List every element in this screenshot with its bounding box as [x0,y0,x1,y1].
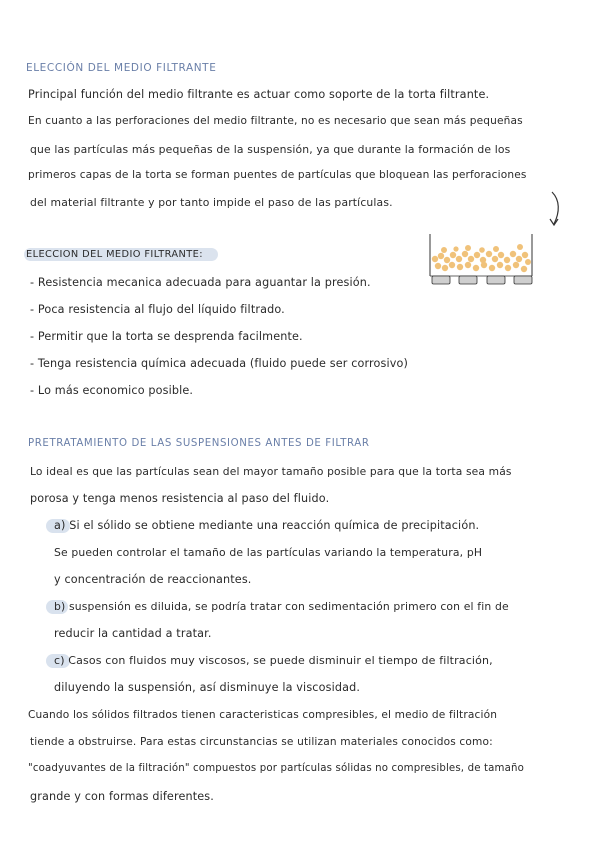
filter-cake-diagram [424,232,540,290]
paragraph-line: Lo ideal es que las partículas sean del mayor tamaño posible para que la torta sea más [30,465,512,478]
paragraph-line: tiende a obstruirse. Para estas circunstancias se utilizan materiales conocidos como: [30,736,493,748]
item-b-line: reducir la cantidad a tratar. [54,627,212,640]
paragraph-line: que las partículas más pequeñas de la suspensión, ya que durante la formación de los [30,143,511,156]
item-c-line: c) Casos con fluidos muy viscosos, se puede disminuir el tiempo de filtración, [54,654,493,667]
list-item: - Lo más economico posible. [30,384,194,397]
paragraph-line: Principal función del medio filtrante es actuar como soporte de la torta filtrante. [28,88,490,101]
item-a-line: Se pueden controlar el tamaño de las partículas variando la temperatura, pH [54,546,483,559]
section-title-eleccion-medio: ELECCIÓN DEL MEDIO FILTRANTE [26,62,217,74]
paragraph-line: En cuanto a las perforaciones del medio filtrante, no es necesario que sean más pequeñas [28,115,523,127]
list-item: - Tenga resistencia química adecuada (fluido puede ser corrosivo) [30,357,409,370]
item-b-line: b) suspensión es diluida, se podría tratar con sedimentación primero con el fin de [54,600,509,613]
curved-arrow-icon [538,190,568,230]
item-a-line: y concentración de reaccionantes. [54,573,252,586]
paragraph-line: porosa y tenga menos resistencia al paso del fluido. [30,492,330,505]
paragraph-line: primeros capas de la torta se forman puentes de partículas que bloquean las perforaciones [28,169,527,181]
paragraph-line: del material filtrante y por tanto impide el paso de las partículas. [30,196,393,209]
list-item: - Poca resistencia al flujo del líquido filtrado. [30,303,285,316]
section-title-requisitos: ELECCION DEL MEDIO FILTRANTE: [26,249,203,260]
paragraph-line: grande y con formas diferentes. [30,790,214,803]
item-a-line: a) Si el sólido se obtiene mediante una reacción química de precipitación. [54,519,480,532]
paragraph-line: Cuando los sólidos filtrados tienen caracteristicas compresibles, el medio de filtración [28,709,498,721]
section-title-pretratamiento: PRETRATAMIENTO DE LAS SUSPENSIONES ANTES DE FILTRAR [28,438,370,449]
list-item: - Resistencia mecanica adecuada para aguantar la presión. [30,276,371,289]
list-item: - Permitir que la torta se desprenda facilmente. [30,330,303,343]
paragraph-line: "coadyuvantes de la filtración" compuestos por partículas sólidas no compresibles, de tamaño [28,763,525,774]
item-c-line: diluyendo la suspensión, así disminuye la viscosidad. [54,681,361,694]
